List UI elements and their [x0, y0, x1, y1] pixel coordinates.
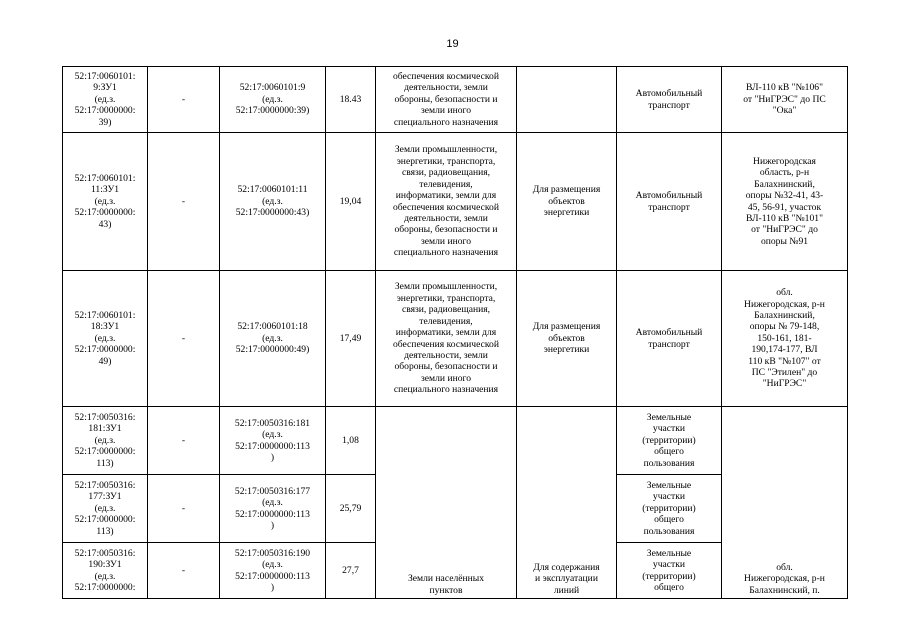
dash-cell: -: [148, 271, 220, 407]
purpose-cell: Для размещения объектов энергетики: [517, 271, 617, 407]
area-cell: 19,04: [326, 133, 376, 271]
plot-id-cell: 52:17:0060101: 11:ЗУ1 (ед.з. 52:17:0000000: 43): [63, 133, 148, 271]
plot-id-cell: 52:17:0060101: 18:ЗУ1 (ед.з. 52:17:0000000: 49): [63, 271, 148, 407]
table-row: [63, 407, 848, 475]
location-merged-cell: обл. Нижегородская, р-н Балахнинский, п.: [722, 407, 848, 599]
plot-id-cell: 52:17:0050316: 190:ЗУ1 (ед.з. 52:17:0000000:: [63, 543, 148, 599]
dash-cell: -: [148, 543, 220, 599]
source-plot-cell: 52:17:0050316:177 (ед.з. 52:17:0000000:113 ): [220, 475, 326, 543]
plot-id-cell: 52:17:0050316: 177:ЗУ1 (ед.з. 52:17:0000000: 113): [63, 475, 148, 543]
permitted-use-cell: Автомобильный транспорт: [617, 67, 722, 133]
table-row: [63, 133, 848, 271]
purpose-cell: [517, 67, 617, 133]
area-cell: 17,49: [326, 271, 376, 407]
dash-cell: -: [148, 407, 220, 475]
location-cell: Нижегородская область, р-н Балахнинский, опоры №32-41, 43- 45, 56-91, участок ВЛ-110 кВ "№101" от "НиГРЭС" до опоры №91: [722, 133, 848, 271]
area-cell: 25,79: [326, 475, 376, 543]
location-cell: ВЛ-110 кВ "№106" от "НиГРЭС" до ПС "Ока": [722, 67, 848, 133]
source-plot-cell: 52:17:0050316:190 (ед.з. 52:17:0000000:113 ): [220, 543, 326, 599]
permitted-use-cell: Земельные участки (территории) общего: [617, 543, 722, 599]
land-category-merged-cell: Земли населённых пунктов: [376, 407, 517, 599]
permitted-use-cell: Автомобильный транспорт: [617, 271, 722, 407]
source-plot-cell: 52:17:0060101:9 (ед.з. 52:17:0000000:39): [220, 67, 326, 133]
table-row: [63, 67, 848, 133]
location-cell: обл. Нижегородская, р-н Балахнинский, опоры № 79-148, 150-161, 181- 190,174-177, ВЛ 110 кВ "№107" от ПС "Этилен" до "НиГРЭС": [722, 271, 848, 407]
plot-id-cell: 52:17:0050316: 181:ЗУ1 (ед.з. 52:17:0000000: 113): [63, 407, 148, 475]
permitted-use-cell: Автомобильный транспорт: [617, 133, 722, 271]
purpose-cell: Для размещения объектов энергетики: [517, 133, 617, 271]
area-cell: 1,08: [326, 407, 376, 475]
area-cell: 27,7: [326, 543, 376, 599]
source-plot-cell: 52:17:0050316:181 (ед.з. 52:17:0000000:113 ): [220, 407, 326, 475]
plot-id-cell: 52:17:0060101: 9:ЗУ1 (ед.з. 52:17:0000000: 39): [63, 67, 148, 133]
land-category-cell: Земли промышленности, энергетики, транспорта, связи, радиовещания, телевидения, информатики, земли для обеспечения космической деятельности, земли обороны, безопасности и земли иного специального назначения: [376, 133, 517, 271]
land-category-cell: обеспечения космической деятельности, земли обороны, безопасности и земли иного специального назначения: [376, 67, 517, 133]
dash-cell: -: [148, 475, 220, 543]
permitted-use-cell: Земельные участки (территории) общего пользования: [617, 407, 722, 475]
source-plot-cell: 52:17:0060101:18 (ед.з. 52:17:0000000:49): [220, 271, 326, 407]
dash-cell: -: [148, 133, 220, 271]
table-row: [63, 271, 848, 407]
source-plot-cell: 52:17:0060101:11 (ед.з. 52:17:0000000:43): [220, 133, 326, 271]
permitted-use-cell: Земельные участки (территории) общего пользования: [617, 475, 722, 543]
area-cell: 18.43: [326, 67, 376, 133]
land-plots-table: [62, 66, 848, 599]
page-number: 19: [446, 38, 459, 50]
land-category-cell: Земли промышленности, энергетики, транспорта, связи, радиовещания, телевидения, информатики, земли для обеспечения космической деятельности, земли обороны, безопасности и земли иного специального назначения: [376, 271, 517, 407]
dash-cell: -: [148, 67, 220, 133]
purpose-merged-cell: Для содержания и эксплуатации линий: [517, 407, 617, 599]
